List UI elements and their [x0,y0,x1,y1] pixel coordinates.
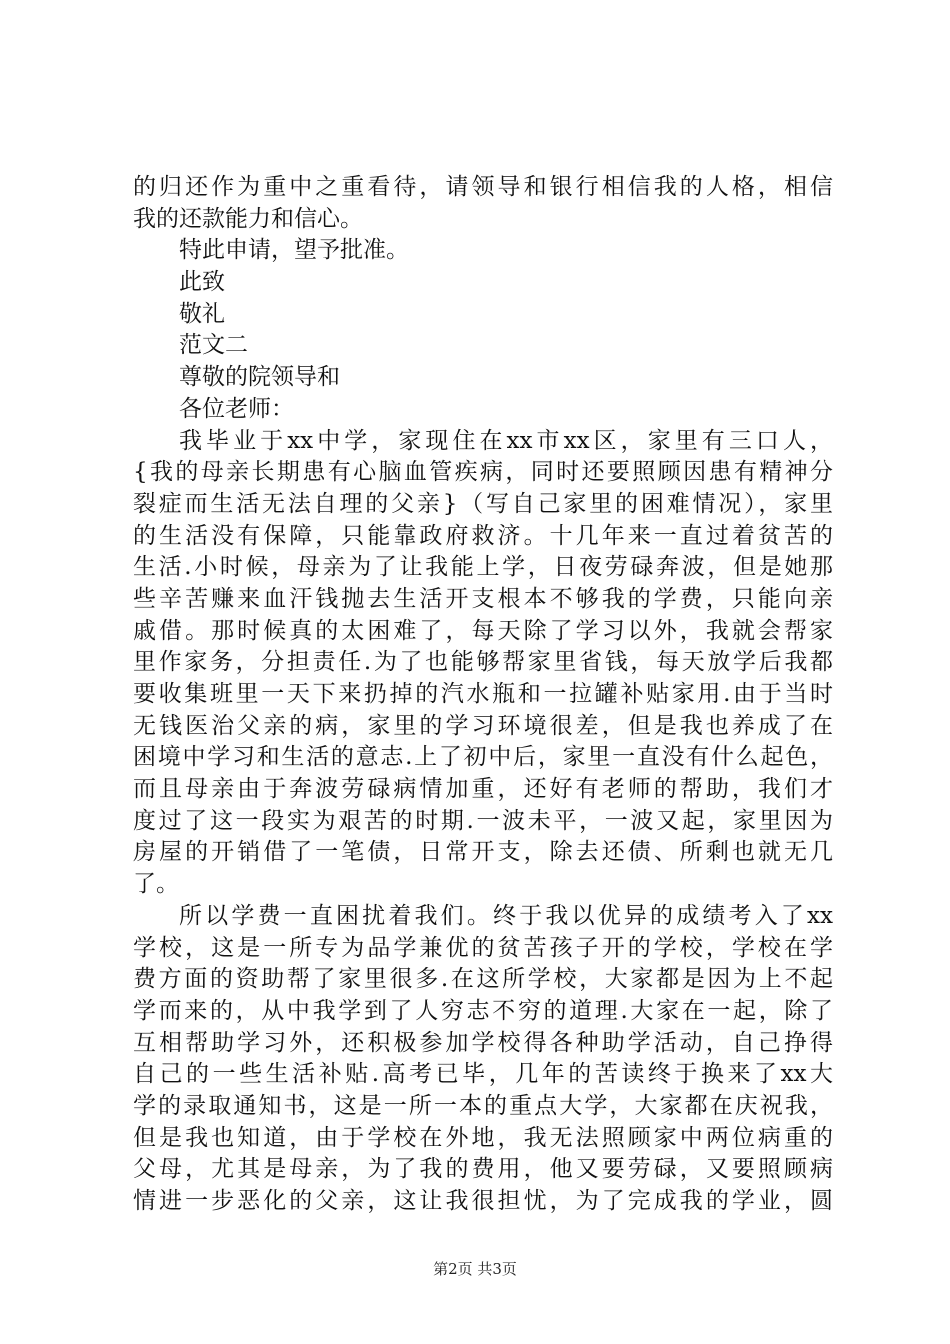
text-line: 学的录取通知书，这是一所一本的重点大学，大家都在庆祝我， [133,1092,833,1119]
text-line: 的归还作为重中之重看待，请领导和银行相信我的人格，相信 [133,174,833,200]
text-line: 些辛苦赚来血汗钱抛去生活开支根本不够我的学费，只能向亲 [133,585,833,612]
page-footer: 第2页 共3页 [433,1260,517,1278]
text-line: 此致 [179,269,225,296]
text-line: 各位老师： [179,395,294,422]
text-line: 所以学费一直困扰着我们。终于我以优异的成绩考入了xx [179,902,833,929]
text-line: 我的还款能力和信心。 [133,205,363,232]
text-line: 尊敬的院领导和 [179,364,340,391]
text-line: 无钱医治父亲的病，家里的学习环境很差，但是我也养成了在 [133,712,833,739]
text-line: 学而来的，从中我学到了人穷志不穷的道理.大家在一起，除了 [133,997,833,1024]
text-line: 要收集班里一天下来扔掉的汽水瓶和一拉罐补贴家用.由于当时 [133,681,833,707]
text-line: 父母，尤其是母亲，为了我的费用，他又要劳碌，又要照顾病 [133,1156,833,1183]
text-line: 费方面的资助帮了家里很多.在这所学校，大家都是因为上不起 [133,966,833,993]
text-line: 里作家务，分担责任.为了也能够帮家里省钱，每天放学后我都 [133,649,833,676]
text-line: 特此申请，望予批准。 [179,237,409,264]
text-line: {我的母亲长期患有心脑血管疾病，同时还要照顾因患有精神分 [133,459,833,486]
text-line: 生活.小时候，母亲为了让我能上学，日夜劳碌奔波，但是她那 [133,554,833,581]
text-line: 自己的一些生活补贴.高考已毕，几年的苦读终于换来了xx大 [133,1061,833,1088]
text-line: 情进一步恶化的父亲，这让我很担忧，为了完成我的学业，圆 [133,1188,833,1214]
text-line: 度过了这一段实为艰苦的时期.一波未平，一波又起，家里因为 [133,807,833,834]
text-line: 学校，这是一所专为品学兼优的贫苦孩子开的学校，学校在学 [133,934,833,961]
text-line: 但是我也知道，由于学校在外地，我无法照顾家中两位病重的 [133,1124,833,1151]
text-line: 我毕业于xx中学，家现住在xx市xx区，家里有三口人， [179,427,833,454]
text-line: 裂症而生活无法自理的父亲}（写自己家里的困难情况），家里 [133,490,833,517]
text-line: 范文二 [179,332,248,359]
text-line: 房屋的开销借了一笔债，日常开支，除去还债、所剩也就无几 [133,839,833,866]
text-line: 的生活没有保障，只能靠政府救济。十几年来一直过着贫苦的 [133,522,833,549]
text-line: 而且母亲由于奔波劳碌病情加重，还好有老师的帮助，我们才 [133,776,833,803]
text-line: 敬礼 [179,300,225,327]
text-line: 困境中学习和生活的意志.上了初中后，家里一直没有什么起色， [133,744,833,771]
text-line: 了。 [133,871,179,898]
text-line: 戚借。那时候真的太困难了，每天除了学习以外，我就会帮家 [133,617,833,644]
body-text [133,172,833,1218]
text-line: 互相帮助学习外，还积极参加学校得各种助学活动，自己挣得 [133,1029,833,1056]
